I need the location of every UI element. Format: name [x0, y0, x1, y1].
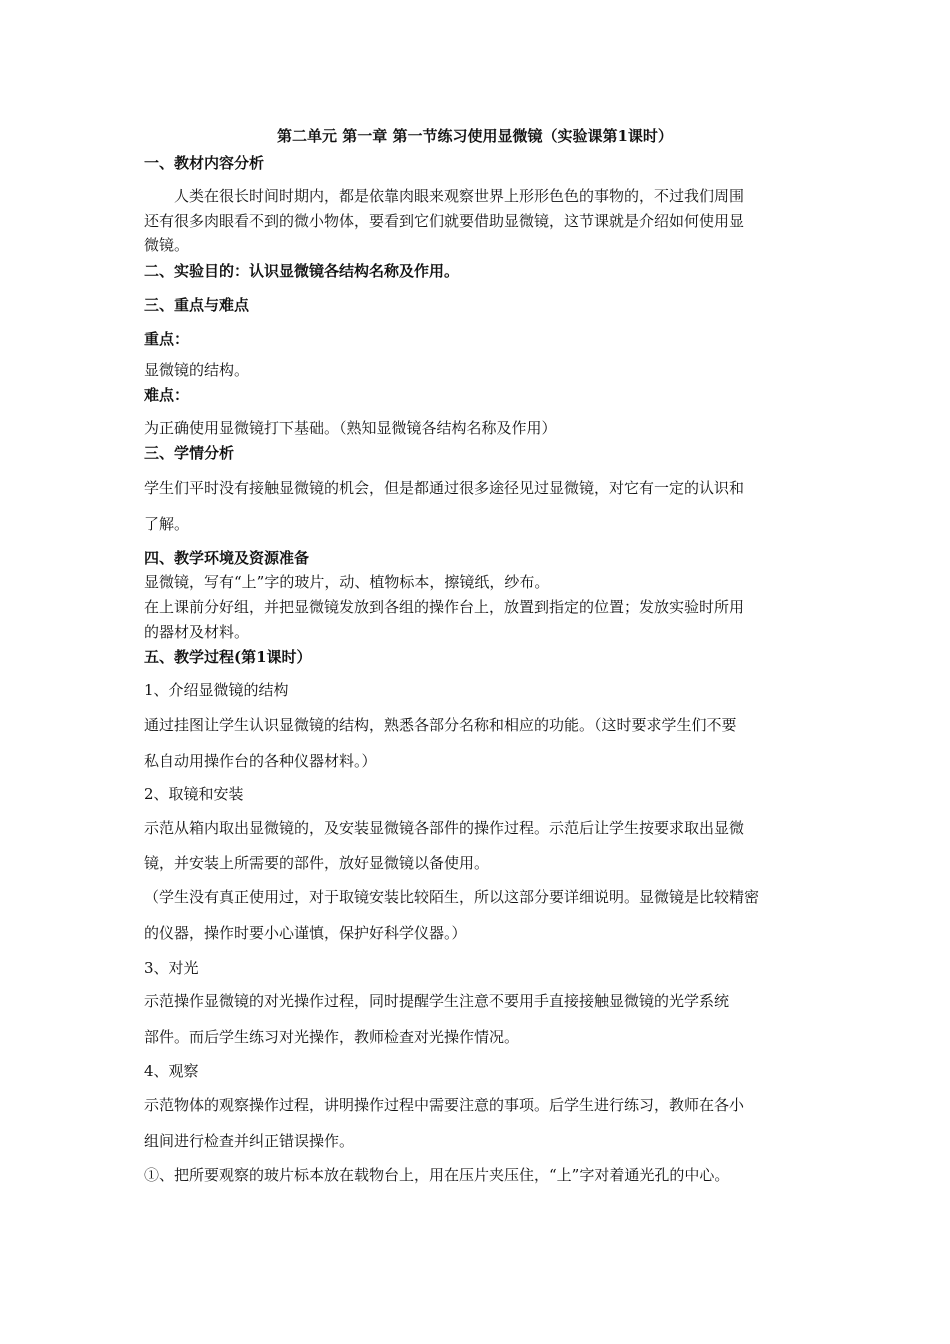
paragraph-line: 私自动用操作台的各种仪器材料。）: [144, 752, 377, 770]
paragraph-line: 学生们平时没有接触显微镜的机会，但是都通过很多途径见过显微镜，对它有一定的认识和: [144, 479, 745, 497]
section-heading-teaching-process: 五、教学过程(第1课时）: [144, 648, 312, 666]
paragraph-line: 了解。: [144, 515, 190, 533]
paragraph-line: 显微镜，写有“上”字的玻片，动、植物标本，擦镜纸，纱布。: [144, 573, 550, 591]
step-title: 4、观察: [144, 1062, 199, 1080]
step-title: 1、介绍显微镜的结构: [144, 681, 289, 699]
paragraph-line: 的器材及材料。: [144, 623, 250, 641]
section-heading-student-analysis: 三、学情分析: [144, 444, 235, 462]
step-title: 3、对光: [144, 959, 199, 977]
paragraph-line: 微镜。: [144, 236, 190, 254]
paragraph-line: 示范物体的观察操作过程，讲明操作过程中需要注意的事项。后学生进行练习，教师在各小: [144, 1096, 745, 1114]
paragraph-line: 还有很多肉眼看不到的微小物体，要看到它们就要借助显微镜，这节课就是介绍如何使用显: [144, 212, 745, 230]
paragraph-line: 镜，并安装上所需要的部件，放好显微镜以备使用。: [144, 854, 490, 872]
paragraph-line: ①、把所要观察的玻片标本放在载物台上，用在压片夹压住，“上”字对着通光孔的中心。: [144, 1166, 730, 1184]
paragraph-line: 部件。而后学生练习对光操作，教师检查对光操作情况。: [144, 1028, 520, 1046]
paragraph-line: 在上课前分好组，并把显微镜发放到各组的操作台上，放置到指定的位置；发放实验时所用: [144, 598, 745, 616]
difficulty-label: 难点：: [144, 386, 190, 404]
paragraph-line: 示范操作显微镜的对光操作过程，同时提醒学生注意不要用手直接接触显微镜的光学系统: [144, 992, 730, 1010]
paragraph-line: 的仪器，操作时要小心谨慎，保护好科学仪器。）: [144, 924, 467, 942]
document-title: 第二单元 第一章 第一节练习使用显微镜（实验课第1课时）: [277, 127, 673, 145]
paragraph-line: 示范从箱内取出显微镜的，及安装显微镜各部件的操作过程。示范后让学生按要求取出显微: [144, 819, 745, 837]
paragraph-line: 组间进行检查并纠正错误操作。: [144, 1132, 355, 1150]
paragraph-line: 通过挂图让学生认识显微镜的结构，熟悉各部分名称和相应的功能。（这时要求学生们不要: [144, 716, 737, 734]
step-title: 2、取镜和安装: [144, 785, 244, 803]
difficulty-text: 为正确使用显微镜打下基础。（熟知显微镜各结构名称及作用）: [144, 419, 557, 437]
section-heading-content-analysis: 一、教材内容分析: [144, 154, 265, 172]
section-heading-resources: 四、教学环境及资源准备: [144, 549, 310, 567]
key-point-text: 显微镜的结构。: [144, 361, 250, 379]
paragraph-line: 人类在很长时间时期内，都是依靠肉眼来观察世界上形形色色的事物的，不过我们周围: [174, 187, 745, 205]
section-heading-objective: 二、实验目的：认识显微镜各结构名称及作用。: [144, 262, 460, 280]
section-heading-key-points: 三、重点与难点: [144, 296, 250, 314]
key-point-label: 重点：: [144, 330, 190, 348]
paragraph-line: （学生没有真正使用过，对于取镜安装比较陌生，所以这部分要详细说明。显微镜是比较精密: [144, 888, 760, 906]
